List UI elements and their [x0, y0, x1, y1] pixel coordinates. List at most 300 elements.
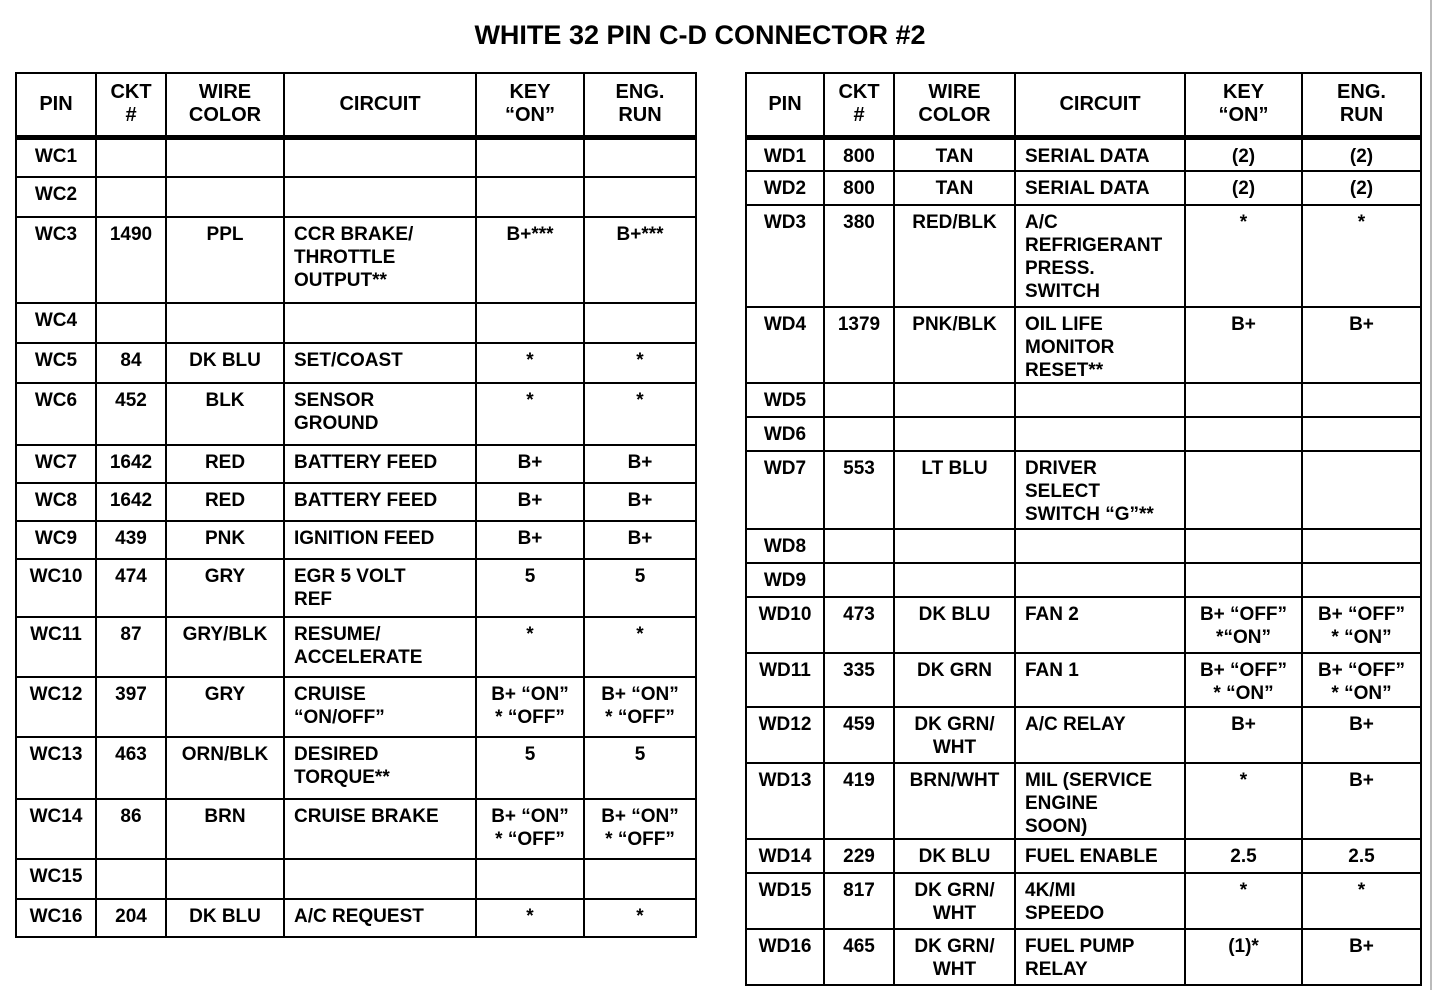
eng-run-cell	[584, 343, 696, 383]
wire-color-cell	[166, 445, 284, 483]
eng-run-cell	[1302, 451, 1421, 529]
table-row	[746, 451, 1421, 529]
cell-text: *	[1239, 212, 1248, 233]
table-row	[746, 205, 1421, 307]
ckt-cell	[96, 737, 166, 799]
ckt-cell	[824, 137, 894, 171]
pin-cell	[16, 617, 96, 677]
cell-text: WC4	[34, 310, 78, 331]
ckt-cell	[96, 137, 166, 177]
wire-color-cell	[894, 137, 1015, 171]
column-header-line: COLOR	[188, 104, 262, 127]
column-header-ckt	[96, 73, 166, 137]
column-header-wire-color	[166, 73, 284, 137]
cell-text: MONITOR	[1025, 337, 1115, 358]
pin-cell	[746, 417, 824, 451]
cell-text: *	[1239, 880, 1248, 901]
eng-run-cell	[584, 217, 696, 303]
cell-text: WC3	[34, 224, 78, 245]
cell-text: WC11	[30, 624, 82, 645]
wire-color-cell	[166, 859, 284, 899]
eng-run-cell	[584, 383, 696, 445]
circuit-cell	[284, 137, 476, 177]
ckt-cell	[96, 445, 166, 483]
eng-run-cell	[584, 445, 696, 483]
wire-color-cell	[166, 617, 284, 677]
circuit-cell	[1015, 529, 1185, 563]
cell-text: B+	[627, 528, 653, 549]
column-header-line: “ON”	[1218, 104, 1269, 127]
cell-text: RELAY	[1025, 959, 1088, 980]
cell-text: * “OFF”	[495, 707, 565, 728]
cell-text: A/C	[1025, 212, 1058, 233]
circuit-cell	[1015, 171, 1185, 205]
cell-text: WC9	[34, 528, 78, 549]
cell-text: BLK	[205, 390, 245, 411]
table-row	[746, 307, 1421, 383]
cell-text: * “ON”	[1331, 683, 1392, 704]
cell-text: 1642	[109, 452, 153, 473]
cell-text: B+	[1231, 714, 1256, 735]
pin-cell	[746, 707, 824, 763]
ckt-cell	[96, 677, 166, 737]
table-row	[16, 677, 696, 737]
connector-table-wc	[15, 72, 697, 938]
column-header-line: WIRE	[198, 81, 252, 104]
wire-color-cell	[894, 171, 1015, 205]
table-row	[746, 707, 1421, 763]
circuit-cell	[284, 445, 476, 483]
cell-text: WD11	[759, 660, 811, 681]
column-header-line: RUN	[618, 104, 662, 127]
eng-run-cell	[1302, 763, 1421, 839]
ckt-cell	[824, 383, 894, 417]
cell-text: (2)	[1231, 145, 1256, 167]
cell-text: *	[636, 350, 644, 371]
cell-text: GRY	[204, 684, 246, 705]
column-header-line: ENG.	[1337, 81, 1386, 104]
table-row	[16, 137, 696, 177]
circuit-cell	[284, 799, 476, 859]
cell-text: WC2	[34, 184, 78, 205]
cell-text: FUEL PUMP	[1025, 936, 1135, 957]
key-on-cell	[1185, 707, 1302, 763]
circuit-cell	[1015, 205, 1185, 307]
cell-text: A/C RELAY	[1025, 714, 1126, 735]
key-on-cell	[1185, 383, 1302, 417]
ckt-cell	[96, 483, 166, 521]
wire-color-cell	[894, 529, 1015, 563]
circuit-cell	[284, 559, 476, 617]
cell-text: B+	[1349, 314, 1374, 335]
circuit-cell	[284, 343, 476, 383]
circuit-cell	[284, 217, 476, 303]
table-row	[16, 383, 696, 445]
cell-text: 87	[120, 624, 142, 645]
key-on-cell	[1185, 529, 1302, 563]
key-on-cell	[1185, 417, 1302, 451]
cell-text: WC5	[34, 350, 78, 371]
pin-cell	[16, 445, 96, 483]
eng-run-cell	[1302, 205, 1421, 307]
eng-run-cell	[584, 303, 696, 343]
pin-cell	[746, 137, 824, 171]
pin-cell	[746, 929, 824, 985]
column-header-line: CIRCUIT	[339, 92, 421, 115]
ckt-cell	[824, 307, 894, 383]
key-on-cell	[476, 899, 584, 937]
cell-text: DK BLU	[189, 350, 261, 371]
cell-text: “ON/OFF”	[294, 707, 385, 728]
ckt-cell	[96, 859, 166, 899]
cell-text: WD7	[763, 458, 807, 479]
pin-cell	[746, 205, 824, 307]
circuit-cell	[284, 521, 476, 559]
cell-text: *	[526, 624, 534, 645]
circuit-cell	[1015, 307, 1185, 383]
column-header-line: CKT	[838, 81, 880, 104]
table-row	[16, 217, 696, 303]
column-header-line: CKT	[110, 81, 152, 104]
wire-color-cell	[894, 597, 1015, 653]
table-row	[16, 303, 696, 343]
table-row	[746, 763, 1421, 839]
cell-text: WD10	[758, 604, 812, 625]
cell-text: 452	[115, 390, 147, 411]
cell-text: DK BLU	[918, 846, 991, 867]
cell-text: PNK/BLK	[912, 314, 997, 335]
cell-text: * “OFF”	[495, 829, 565, 850]
cell-text: SERIAL DATA	[1025, 145, 1150, 167]
table-row	[746, 929, 1421, 985]
column-header-key-on	[476, 73, 584, 137]
key-on-cell	[476, 383, 584, 445]
key-on-cell	[1185, 929, 1302, 985]
table-row	[746, 839, 1421, 873]
cell-text: WC6	[34, 390, 78, 411]
ckt-cell	[824, 529, 894, 563]
cell-text: LT BLU	[921, 458, 988, 479]
eng-run-cell	[584, 617, 696, 677]
ckt-cell	[96, 799, 166, 859]
pin-cell	[16, 483, 96, 521]
cell-text: 553	[843, 458, 875, 479]
key-on-cell	[1185, 205, 1302, 307]
cell-text: WHT	[932, 737, 977, 758]
cell-text: FAN 2	[1025, 604, 1079, 625]
eng-run-cell	[584, 559, 696, 617]
ckt-cell	[96, 383, 166, 445]
cell-text: B+	[1231, 314, 1256, 335]
cell-text: A/C REQUEST	[294, 906, 424, 927]
circuit-cell	[284, 677, 476, 737]
cell-text: PNK	[204, 528, 246, 549]
ckt-cell	[824, 205, 894, 307]
wire-color-cell	[166, 383, 284, 445]
cell-text: B+	[517, 490, 543, 511]
pin-cell	[746, 171, 824, 205]
cell-text: WD16	[758, 936, 812, 957]
cell-text: *	[1357, 212, 1366, 233]
cell-text: WC7	[34, 452, 78, 473]
cell-text: B+	[1349, 936, 1374, 957]
cell-text: (1)*	[1228, 936, 1259, 957]
cell-text: 5	[634, 744, 646, 765]
circuit-cell	[1015, 597, 1185, 653]
wire-color-cell	[894, 653, 1015, 707]
circuit-cell	[1015, 383, 1185, 417]
circuit-cell	[1015, 653, 1185, 707]
table-row	[16, 559, 696, 617]
key-on-cell	[476, 445, 584, 483]
cell-text: ACCELERATE	[294, 647, 423, 668]
wire-color-cell	[894, 451, 1015, 529]
table-row	[16, 859, 696, 899]
cell-text: 1642	[109, 490, 153, 511]
wire-color-cell	[166, 177, 284, 217]
eng-run-cell	[1302, 417, 1421, 451]
wire-color-cell	[894, 383, 1015, 417]
cell-text: SWITCH “G”**	[1025, 504, 1154, 525]
column-header-line: COLOR	[918, 104, 991, 127]
table-row	[16, 617, 696, 677]
cell-text: 1490	[109, 224, 153, 245]
wire-color-cell	[166, 343, 284, 383]
cell-text: PPL	[206, 224, 244, 245]
pin-cell	[746, 563, 824, 597]
pin-cell	[16, 899, 96, 937]
cell-text: (2)	[1349, 145, 1374, 167]
table-row	[16, 177, 696, 217]
table-row	[746, 597, 1421, 653]
eng-run-cell	[1302, 873, 1421, 929]
table-row	[746, 171, 1421, 205]
ckt-cell	[824, 763, 894, 839]
cell-text: 465	[843, 936, 875, 957]
column-header-line: CIRCUIT	[1059, 92, 1141, 115]
pin-cell	[746, 653, 824, 707]
cell-text: DK GRN/	[914, 936, 995, 957]
column-header-line: KEY	[509, 81, 551, 104]
cell-text: 5	[634, 566, 646, 587]
cell-text: * “OFF”	[605, 829, 675, 850]
key-on-cell	[1185, 307, 1302, 383]
cell-text: 2.5	[1230, 846, 1257, 867]
circuit-cell	[284, 617, 476, 677]
cell-text: 800	[843, 178, 875, 199]
cell-text: TAN	[935, 178, 974, 199]
cell-text: REFRIGERANT	[1025, 235, 1163, 256]
cell-text: *	[1357, 880, 1366, 901]
key-on-cell	[476, 737, 584, 799]
key-on-cell	[476, 343, 584, 383]
cell-text: 2.5	[1348, 846, 1375, 867]
table-row	[746, 383, 1421, 417]
ckt-cell	[96, 521, 166, 559]
cell-text: WD8	[763, 536, 807, 557]
table-row	[746, 529, 1421, 563]
eng-run-cell	[1302, 383, 1421, 417]
circuit-cell	[284, 737, 476, 799]
column-header-line: RUN	[1339, 104, 1384, 127]
eng-run-cell	[1302, 597, 1421, 653]
cell-text: FAN 1	[1025, 660, 1079, 681]
wire-color-cell	[894, 929, 1015, 985]
cell-text: SENSOR	[294, 390, 375, 411]
cell-text: 229	[843, 846, 875, 867]
pin-cell	[16, 217, 96, 303]
key-on-cell	[1185, 597, 1302, 653]
cell-text: DRIVER	[1025, 458, 1097, 479]
cell-text: WD12	[758, 714, 812, 735]
cell-text: WD3	[763, 212, 807, 233]
cell-text: TAN	[935, 145, 974, 167]
eng-run-cell	[584, 737, 696, 799]
eng-run-cell	[1302, 137, 1421, 171]
eng-run-cell	[1302, 171, 1421, 205]
cell-text: *	[526, 906, 534, 927]
circuit-cell	[284, 303, 476, 343]
cell-text: SPEEDO	[1025, 903, 1105, 924]
ckt-cell	[824, 563, 894, 597]
cell-text: 5	[524, 744, 536, 765]
cell-text: WC14	[29, 806, 83, 827]
connector-table-wd	[745, 72, 1422, 986]
cell-text: B+	[1349, 714, 1374, 735]
circuit-cell	[1015, 839, 1185, 873]
cell-text: *	[636, 390, 644, 411]
cell-text: B+ “OFF”	[1317, 660, 1406, 681]
pin-cell	[16, 303, 96, 343]
pin-cell	[746, 839, 824, 873]
cell-text: DK BLU	[918, 604, 991, 625]
cell-text: EGR 5 VOLT	[294, 566, 406, 587]
cell-text: BRN	[204, 806, 246, 827]
pin-cell	[746, 307, 824, 383]
cell-text: SET/COAST	[294, 350, 403, 371]
cell-text: WC13	[29, 744, 83, 765]
ckt-cell	[824, 707, 894, 763]
cell-text: WC8	[34, 490, 78, 511]
circuit-cell	[284, 899, 476, 937]
cell-text: 459	[843, 714, 875, 735]
circuit-cell	[284, 383, 476, 445]
cell-text: * “ON”	[1213, 683, 1274, 704]
cell-text: RED	[204, 452, 246, 473]
cell-text: * “OFF”	[605, 707, 675, 728]
cell-text: WD4	[763, 314, 807, 335]
circuit-cell	[1015, 707, 1185, 763]
ckt-cell	[824, 597, 894, 653]
wire-color-cell	[894, 563, 1015, 597]
cell-text: GRY/BLK	[182, 624, 268, 645]
column-header-line: PIN	[768, 92, 802, 115]
table-row	[16, 521, 696, 559]
ckt-cell	[824, 653, 894, 707]
ckt-cell	[824, 451, 894, 529]
eng-run-cell	[584, 677, 696, 737]
wire-color-cell	[894, 763, 1015, 839]
cell-text: 204	[115, 906, 147, 927]
cell-text: WC10	[29, 566, 83, 587]
cell-text: (2)	[1231, 178, 1256, 199]
cell-text: RESET**	[1025, 360, 1104, 381]
pin-cell	[746, 383, 824, 417]
key-on-cell	[476, 177, 584, 217]
cell-text: B+ “ON”	[601, 806, 679, 827]
eng-run-cell	[584, 177, 696, 217]
pin-cell	[16, 177, 96, 217]
cell-text: 474	[115, 566, 147, 587]
table-row	[16, 445, 696, 483]
wire-color-cell	[894, 307, 1015, 383]
eng-run-cell	[1302, 839, 1421, 873]
column-header-line: ENG.	[615, 81, 665, 104]
cell-text: WD13	[758, 770, 812, 791]
table-row	[16, 483, 696, 521]
cell-text: WHT	[932, 959, 977, 980]
cell-text: THROTTLE	[294, 247, 396, 268]
table-row	[746, 417, 1421, 451]
key-on-cell	[476, 303, 584, 343]
cell-text: DK GRN	[917, 660, 992, 681]
cell-text: OUTPUT**	[294, 270, 387, 291]
column-header-wire-color	[894, 73, 1015, 137]
pin-cell	[746, 451, 824, 529]
cell-text: 5	[524, 566, 536, 587]
cell-text: GROUND	[294, 413, 379, 434]
ckt-cell	[824, 417, 894, 451]
circuit-cell	[284, 177, 476, 217]
cell-text: WD2	[763, 178, 807, 199]
cell-text: *	[636, 906, 644, 927]
circuit-cell	[1015, 763, 1185, 839]
circuit-cell	[1015, 417, 1185, 451]
cell-text: WD14	[758, 846, 812, 867]
cell-text: *	[526, 390, 534, 411]
cell-text: FUEL ENABLE	[1025, 846, 1158, 867]
pin-cell	[16, 737, 96, 799]
cell-text: WC1	[34, 145, 78, 167]
circuit-cell	[1015, 451, 1185, 529]
wire-color-cell	[166, 217, 284, 303]
key-on-cell	[476, 217, 584, 303]
eng-run-cell	[1302, 929, 1421, 985]
cell-text: BATTERY FEED	[294, 452, 438, 473]
cell-text: TORQUE**	[294, 767, 390, 788]
key-on-cell	[1185, 137, 1302, 171]
cell-text: B+	[517, 452, 543, 473]
ckt-cell	[96, 303, 166, 343]
cell-text: B+	[627, 490, 653, 511]
cell-text: PRESS.	[1025, 258, 1095, 279]
cell-text: BRN/WHT	[909, 770, 1000, 791]
cell-text: B+ “ON”	[491, 684, 569, 705]
pin-cell	[16, 559, 96, 617]
pin-cell	[16, 799, 96, 859]
table-row	[746, 873, 1421, 929]
column-header-ckt	[824, 73, 894, 137]
key-on-cell	[476, 137, 584, 177]
ckt-cell	[96, 343, 166, 383]
eng-run-cell	[1302, 563, 1421, 597]
page-title: WHITE 32 PIN C-D CONNECTOR #2	[474, 20, 926, 50]
pin-cell	[16, 137, 96, 177]
eng-run-cell	[584, 899, 696, 937]
cell-text: REF	[294, 589, 332, 610]
cell-text: WD15	[758, 880, 812, 901]
eng-run-cell	[584, 521, 696, 559]
